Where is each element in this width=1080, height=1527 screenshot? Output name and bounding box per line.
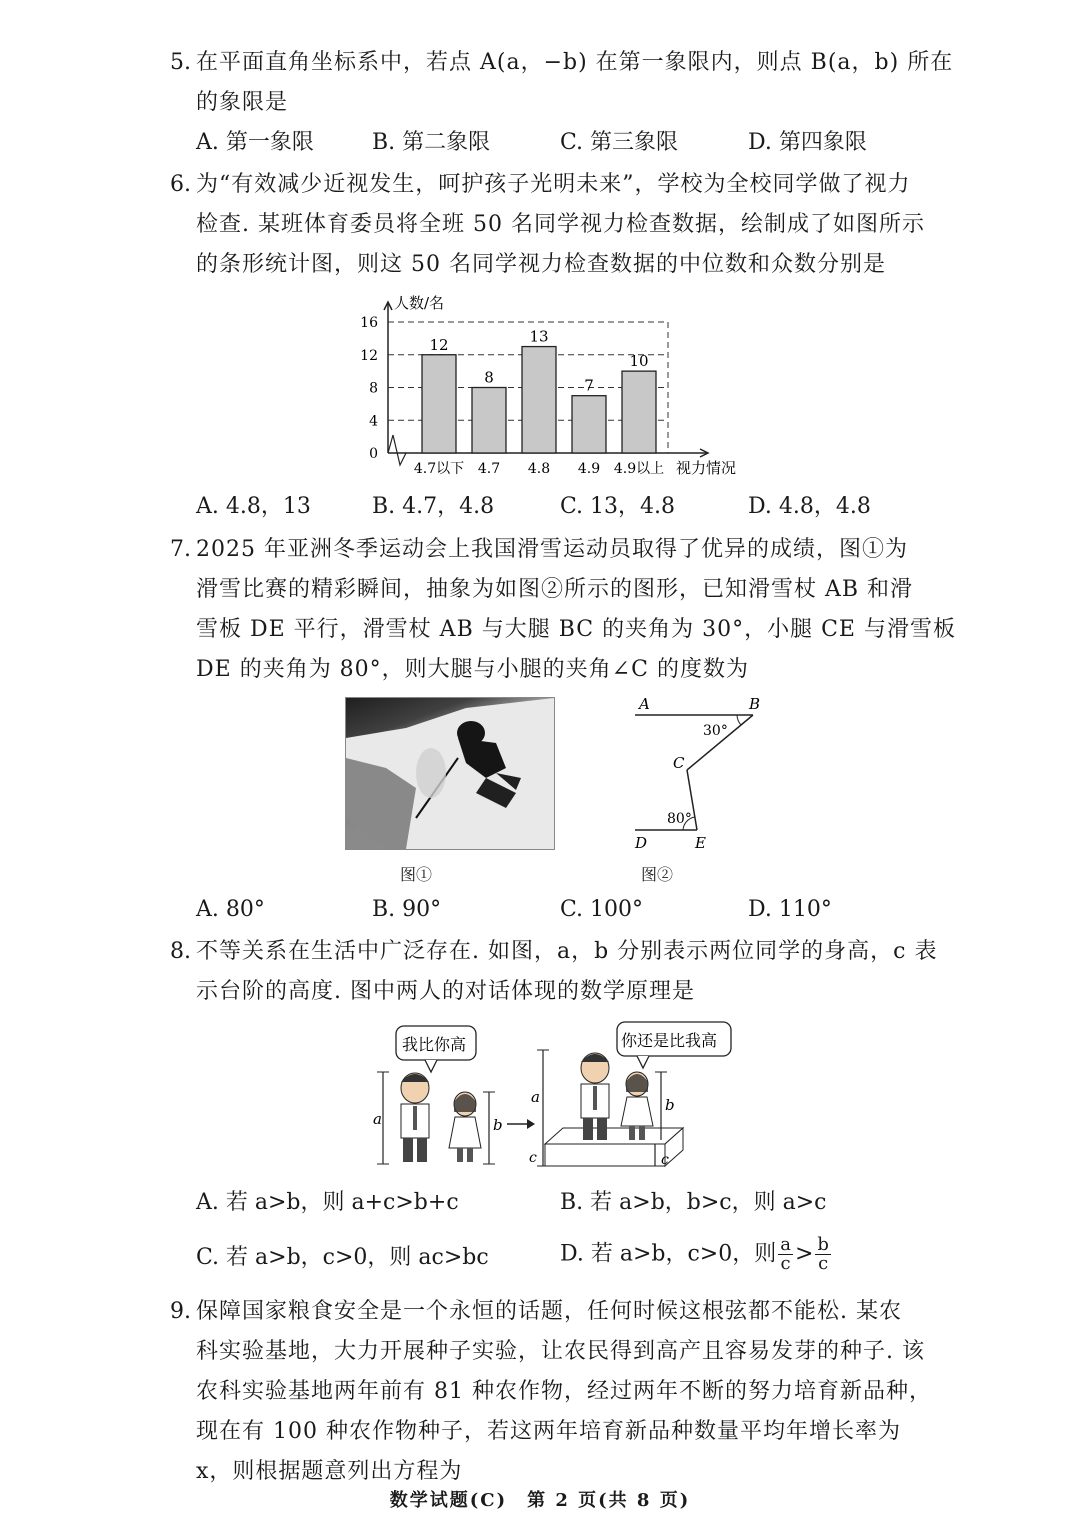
q7-stem-line2: 滑雪比赛的精彩瞬间，抽象为如图②所示的图形，已知滑雪杖 AB 和滑 — [196, 577, 914, 602]
skier-photo — [345, 697, 555, 850]
label-a-right: a — [531, 1088, 540, 1106]
fraction-a-over-c: $\frac{a}{c}$ — [780, 1234, 791, 1274]
q8-option-d-prefix: D. 若 a>b，c>0，则 — [560, 1241, 777, 1267]
bar-4 — [622, 371, 656, 453]
height-comparison-figure — [365, 1020, 745, 1175]
q9-stem-line2: 科实验基地，大力开展种子实验，让农民得到高产且容易发芽的种子. 该 — [196, 1339, 925, 1364]
angle-diagram — [625, 695, 775, 855]
x-axis-label: 视力情况 — [676, 459, 737, 477]
q5-option-b: B. 第二象限 — [372, 130, 491, 155]
q6-stem-line2: 检查. 某班体育委员将全班 50 名同学视力检查数据，绘制成了如图所示 — [196, 212, 925, 237]
bar-value-label: 7 — [584, 376, 594, 395]
q7-stem-line3: 雪板 DE 平行，滑雪杖 AB 与大腿 BC 的夹角为 30°，小腿 CE 与滑雪板 — [196, 617, 956, 642]
bar-1 — [472, 388, 506, 454]
axis-break — [388, 435, 406, 465]
bar-value-label: 13 — [529, 327, 549, 346]
y-tick-label: 8 — [369, 380, 378, 397]
q8-option-c: C. 若 a>b，c>0，则 ac>bc — [196, 1245, 489, 1270]
bar-0 — [422, 355, 456, 453]
q7-option-a: A. 80° — [196, 897, 265, 922]
q7-stem-line1: 2025 年亚洲冬季运动会上我国滑雪运动员取得了优异的成绩，图①为 — [196, 537, 908, 562]
y-tick-label: 12 — [360, 347, 378, 364]
boy-figure-right — [581, 1053, 609, 1140]
q7-number: 7. — [170, 537, 191, 562]
vision-bar-chart — [340, 290, 780, 485]
q9-stem-line5: x，则根据题意列出方程为 — [196, 1459, 463, 1484]
angle-b-arc — [737, 715, 741, 725]
y-tick-label: 4 — [369, 413, 378, 430]
q9-stem-line4: 现在有 100 种农作物种子，若这两年培育新品种数量平均年增长率为 — [196, 1419, 901, 1444]
q8-stem-line1: 不等关系在生活中广泛存在. 如图，a，b 分别表示两位同学的身高，c 表 — [196, 939, 938, 964]
label-c-left: c — [529, 1150, 537, 1166]
q5-option-c: C. 第三象限 — [560, 130, 679, 155]
q7-option-b: B. 90° — [372, 897, 442, 922]
step-front — [545, 1144, 665, 1166]
q6-stem-line1: 为“有效减少近视发生，呵护孩子光明未来”，学校为全校同学做了视力 — [196, 172, 911, 197]
bubble-left-text: 我比你高 — [402, 1035, 467, 1054]
fig1-caption: 图① — [400, 865, 433, 884]
q5-stem-line1: 在平面直角坐标系中，若点 A(a，−b) 在第一象限内，则点 B(a，b) 所在 — [196, 50, 954, 75]
q8-option-a: A. 若 a>b，则 a+c>b+c — [196, 1190, 459, 1215]
q6-option-c: C. 13，4.8 — [560, 494, 676, 519]
greater-than-sign: > — [794, 1241, 814, 1267]
step-top — [545, 1128, 683, 1144]
y-tick-label: 16 — [360, 315, 378, 331]
girl-figure-left — [449, 1092, 481, 1162]
q9-stem-line1: 保障国家粮食安全是一个永恒的话题，任何时候这根弦都不能松. 某农 — [196, 1299, 902, 1324]
label-e: E — [695, 834, 706, 852]
q9-number: 9. — [170, 1299, 191, 1324]
skier-silhouette — [346, 698, 554, 849]
bar-3 — [572, 396, 606, 453]
q5-option-d: D. 第四象限 — [748, 130, 867, 155]
q8-number: 8. — [170, 939, 191, 964]
y-tick-label: 0 — [369, 446, 378, 462]
bar-value-label: 8 — [484, 368, 494, 387]
q7-option-d: D. 110° — [748, 897, 832, 922]
boy-figure-left — [401, 1073, 429, 1162]
label-c: C — [673, 754, 685, 772]
fig2-caption: 图② — [641, 865, 674, 884]
bubble-right-text: 你还是比我高 — [621, 1031, 718, 1050]
label-b-left: b — [493, 1116, 503, 1134]
label-a: A — [639, 695, 650, 713]
label-b: B — [749, 695, 761, 713]
bar-value-label: 10 — [629, 352, 649, 371]
x-category-label: 4.8 — [527, 461, 551, 477]
page-footer: 数学试题(C) 第 2 页(共 8 页) — [389, 1490, 691, 1511]
q9-stem-line3: 农科实验基地两年前有 81 种农作物，经过两年不断的努力培育新品种， — [196, 1379, 932, 1404]
y-axis-label: 人数/名 — [394, 294, 445, 312]
q7-option-c: C. 100° — [560, 897, 644, 922]
x-category-label: 4.9 — [577, 461, 601, 477]
label-c-right: c — [661, 1152, 669, 1168]
q6-stem-line3: 的条形统计图，则这 50 名同学视力检查数据的中位数和众数分别是 — [196, 252, 886, 277]
q6-option-a: A. 4.8，13 — [196, 494, 311, 519]
angle-30-label: 30° — [703, 723, 728, 739]
q6-number: 6. — [170, 172, 191, 197]
angle-80-label: 80° — [667, 811, 692, 827]
x-category-label: 4.9以上 — [613, 461, 665, 477]
q8-option-d — [560, 1236, 833, 1273]
q6-option-b: B. 4.7，4.8 — [372, 494, 495, 519]
q5-number: 5. — [170, 50, 191, 75]
q8-option-b: B. 若 a>b，b>c，则 a>c — [560, 1190, 827, 1215]
q5-option-a: A. 第一象限 — [196, 130, 314, 155]
bar-2 — [522, 347, 556, 453]
q6-option-d: D. 4.8，4.8 — [748, 494, 871, 519]
label-d: D — [635, 834, 648, 852]
label-b-right: b — [665, 1096, 675, 1114]
q5-stem-line2: 的象限是 — [196, 90, 289, 115]
q8-stem-line2: 示台阶的高度. 图中两人的对话体现的数学原理是 — [196, 979, 695, 1004]
x-category-label: 4.7以下 — [413, 461, 465, 477]
bar-value-label: 12 — [429, 335, 449, 354]
x-category-label: 4.7 — [477, 461, 501, 477]
q7-stem-line4: DE 的夹角为 80°，则大腿与小腿的夹角∠C 的度数为 — [196, 657, 749, 682]
label-a-left: a — [373, 1110, 382, 1128]
fraction-b-over-c: $\frac{b}{c}$ — [817, 1234, 829, 1274]
